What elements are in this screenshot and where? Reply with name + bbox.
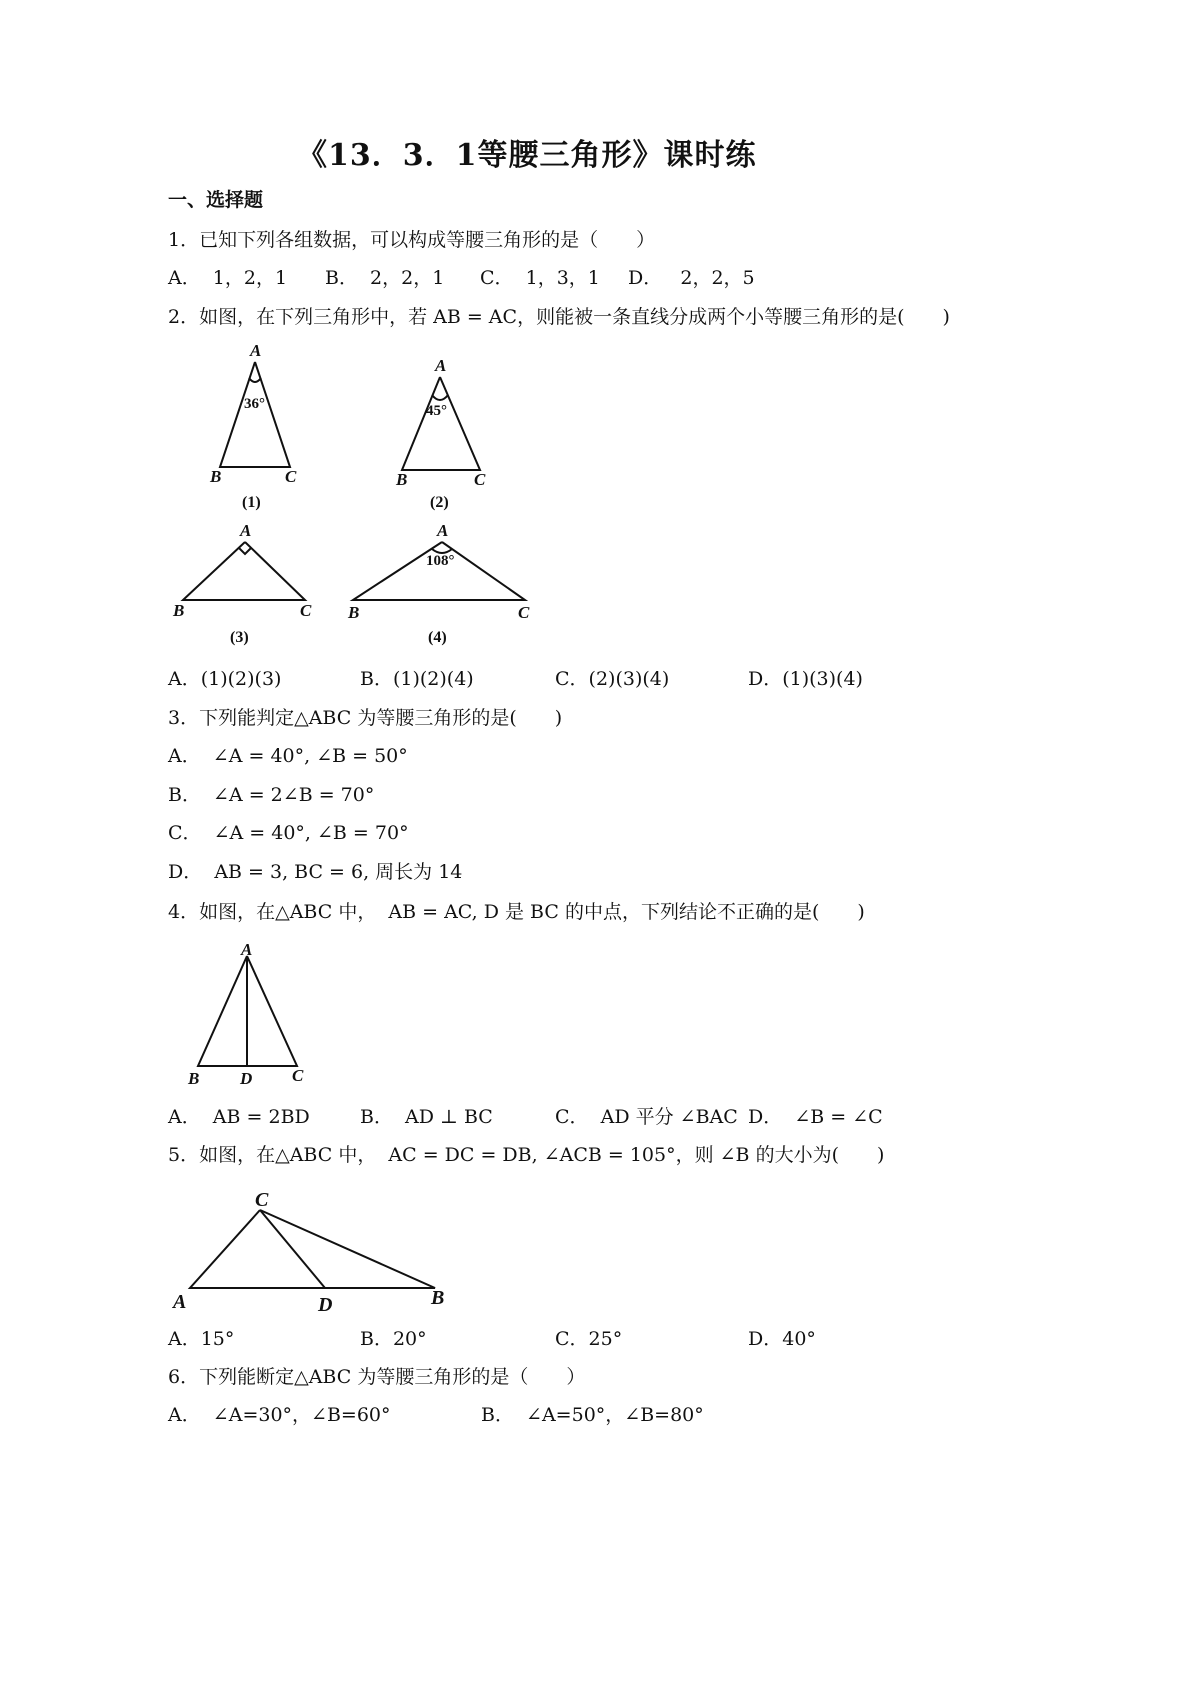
q3-option-c: C． ∠A = 40°, ∠B = 70° <box>168 822 409 844</box>
q1-stem: 1．已知下列各组数据，可以构成等腰三角形的是（ ） <box>168 229 656 251</box>
fig4-caption: (4) <box>428 629 447 646</box>
q5-label-c: C <box>255 1189 269 1211</box>
q4-option-b: B． AD ⊥ BC <box>360 1106 493 1128</box>
q5-label-a: A <box>173 1291 187 1313</box>
q4-label-a: A <box>241 940 253 959</box>
q4-figure <box>180 940 340 1100</box>
fig4-label-a: A <box>437 521 449 540</box>
q2-option-d: D．(1)(3)(4) <box>748 668 863 690</box>
fig3-label-a: A <box>240 521 252 540</box>
fig1-caption: (1) <box>242 494 261 511</box>
fig2-caption: (2) <box>430 494 449 511</box>
q4-option-a: A． AB = 2BD <box>168 1106 310 1128</box>
q2-stem: 2．如图，在下列三角形中，若 AB = AC，则能被一条直线分成两个小等腰三角形的是( ) <box>168 306 950 328</box>
q5-figure <box>165 1180 465 1330</box>
page-title: 《13．3．1等腰三角形》课时练 <box>297 138 757 173</box>
q1-option-c: C． 1，3，1 <box>480 267 600 289</box>
q2-option-c: C．(2)(3)(4) <box>555 668 670 690</box>
fig2-label-a: A <box>435 356 447 375</box>
q3-stem: 3．下列能判定△ABC 为等腰三角形的是( ) <box>168 707 563 729</box>
fig4-label-b: B <box>348 603 360 622</box>
q5-stem: 5．如图，在△ABC 中， AC = DC = DB, ∠ACB = 105°，则 ∠B 的大小为( ) <box>168 1144 885 1166</box>
fig3-label-c: C <box>300 601 312 620</box>
fig2-label-b: B <box>396 470 408 489</box>
fig1-label-b: B <box>210 467 222 486</box>
q4-label-d: D <box>240 1069 253 1088</box>
fig1-angle: 36° <box>244 396 265 412</box>
q2-figure-2 <box>390 355 520 525</box>
q3-option-a: A． ∠A = 40°, ∠B = 50° <box>168 745 408 767</box>
q4-label-b: B <box>188 1069 200 1088</box>
q2-option-b: B．(1)(2)(4) <box>360 668 474 690</box>
q5-option-b: B．20° <box>360 1328 427 1350</box>
q1-option-d: D． 2，2，5 <box>628 267 755 289</box>
section-heading: 一、选择题 <box>168 189 264 211</box>
q6-option-b: B． ∠A=50°，∠B=80° <box>481 1404 704 1426</box>
q2-figure-1 <box>200 340 330 510</box>
q5-label-b: B <box>431 1287 445 1309</box>
fig4-label-c: C <box>518 603 530 622</box>
q5-label-d: D <box>318 1294 333 1316</box>
q5-option-a: A．15° <box>168 1328 235 1350</box>
q1-option-b: B． 2，2，1 <box>325 267 445 289</box>
q5-option-d: D．40° <box>748 1328 816 1350</box>
q5-option-c: C．25° <box>555 1328 623 1350</box>
q4-option-c: C． AD 平分 ∠BAC <box>555 1106 738 1128</box>
q2-figure-4 <box>340 520 540 650</box>
q3-option-d: D． AB = 3, BC = 6, 周长为 14 <box>168 861 463 883</box>
q1-option-a: A． 1，2，1 <box>168 267 288 289</box>
q2-option-a: A．(1)(2)(3) <box>168 668 282 690</box>
q6-stem: 6．下列能断定△ABC 为等腰三角形的是（ ） <box>168 1366 586 1388</box>
q3-option-b: B． ∠A = 2∠B = 70° <box>168 784 375 806</box>
fig1-label-c: C <box>285 467 297 486</box>
fig3-caption: (3) <box>230 629 249 646</box>
q4-option-d: D． ∠B = ∠C <box>748 1106 883 1128</box>
fig1-label-a: A <box>250 341 262 360</box>
fig2-angle: 45° <box>426 403 447 419</box>
fig2-label-c: C <box>474 470 486 489</box>
q2-figure-3 <box>170 520 330 650</box>
q6-option-a: A． ∠A=30°，∠B=60° <box>168 1404 391 1426</box>
fig3-label-b: B <box>173 601 185 620</box>
q4-label-c: C <box>292 1066 304 1085</box>
fig4-angle: 108° <box>426 553 455 569</box>
q4-stem: 4．如图，在△ABC 中， AB = AC, D 是 BC 的中点，下列结论不正确的是( ) <box>168 901 865 923</box>
